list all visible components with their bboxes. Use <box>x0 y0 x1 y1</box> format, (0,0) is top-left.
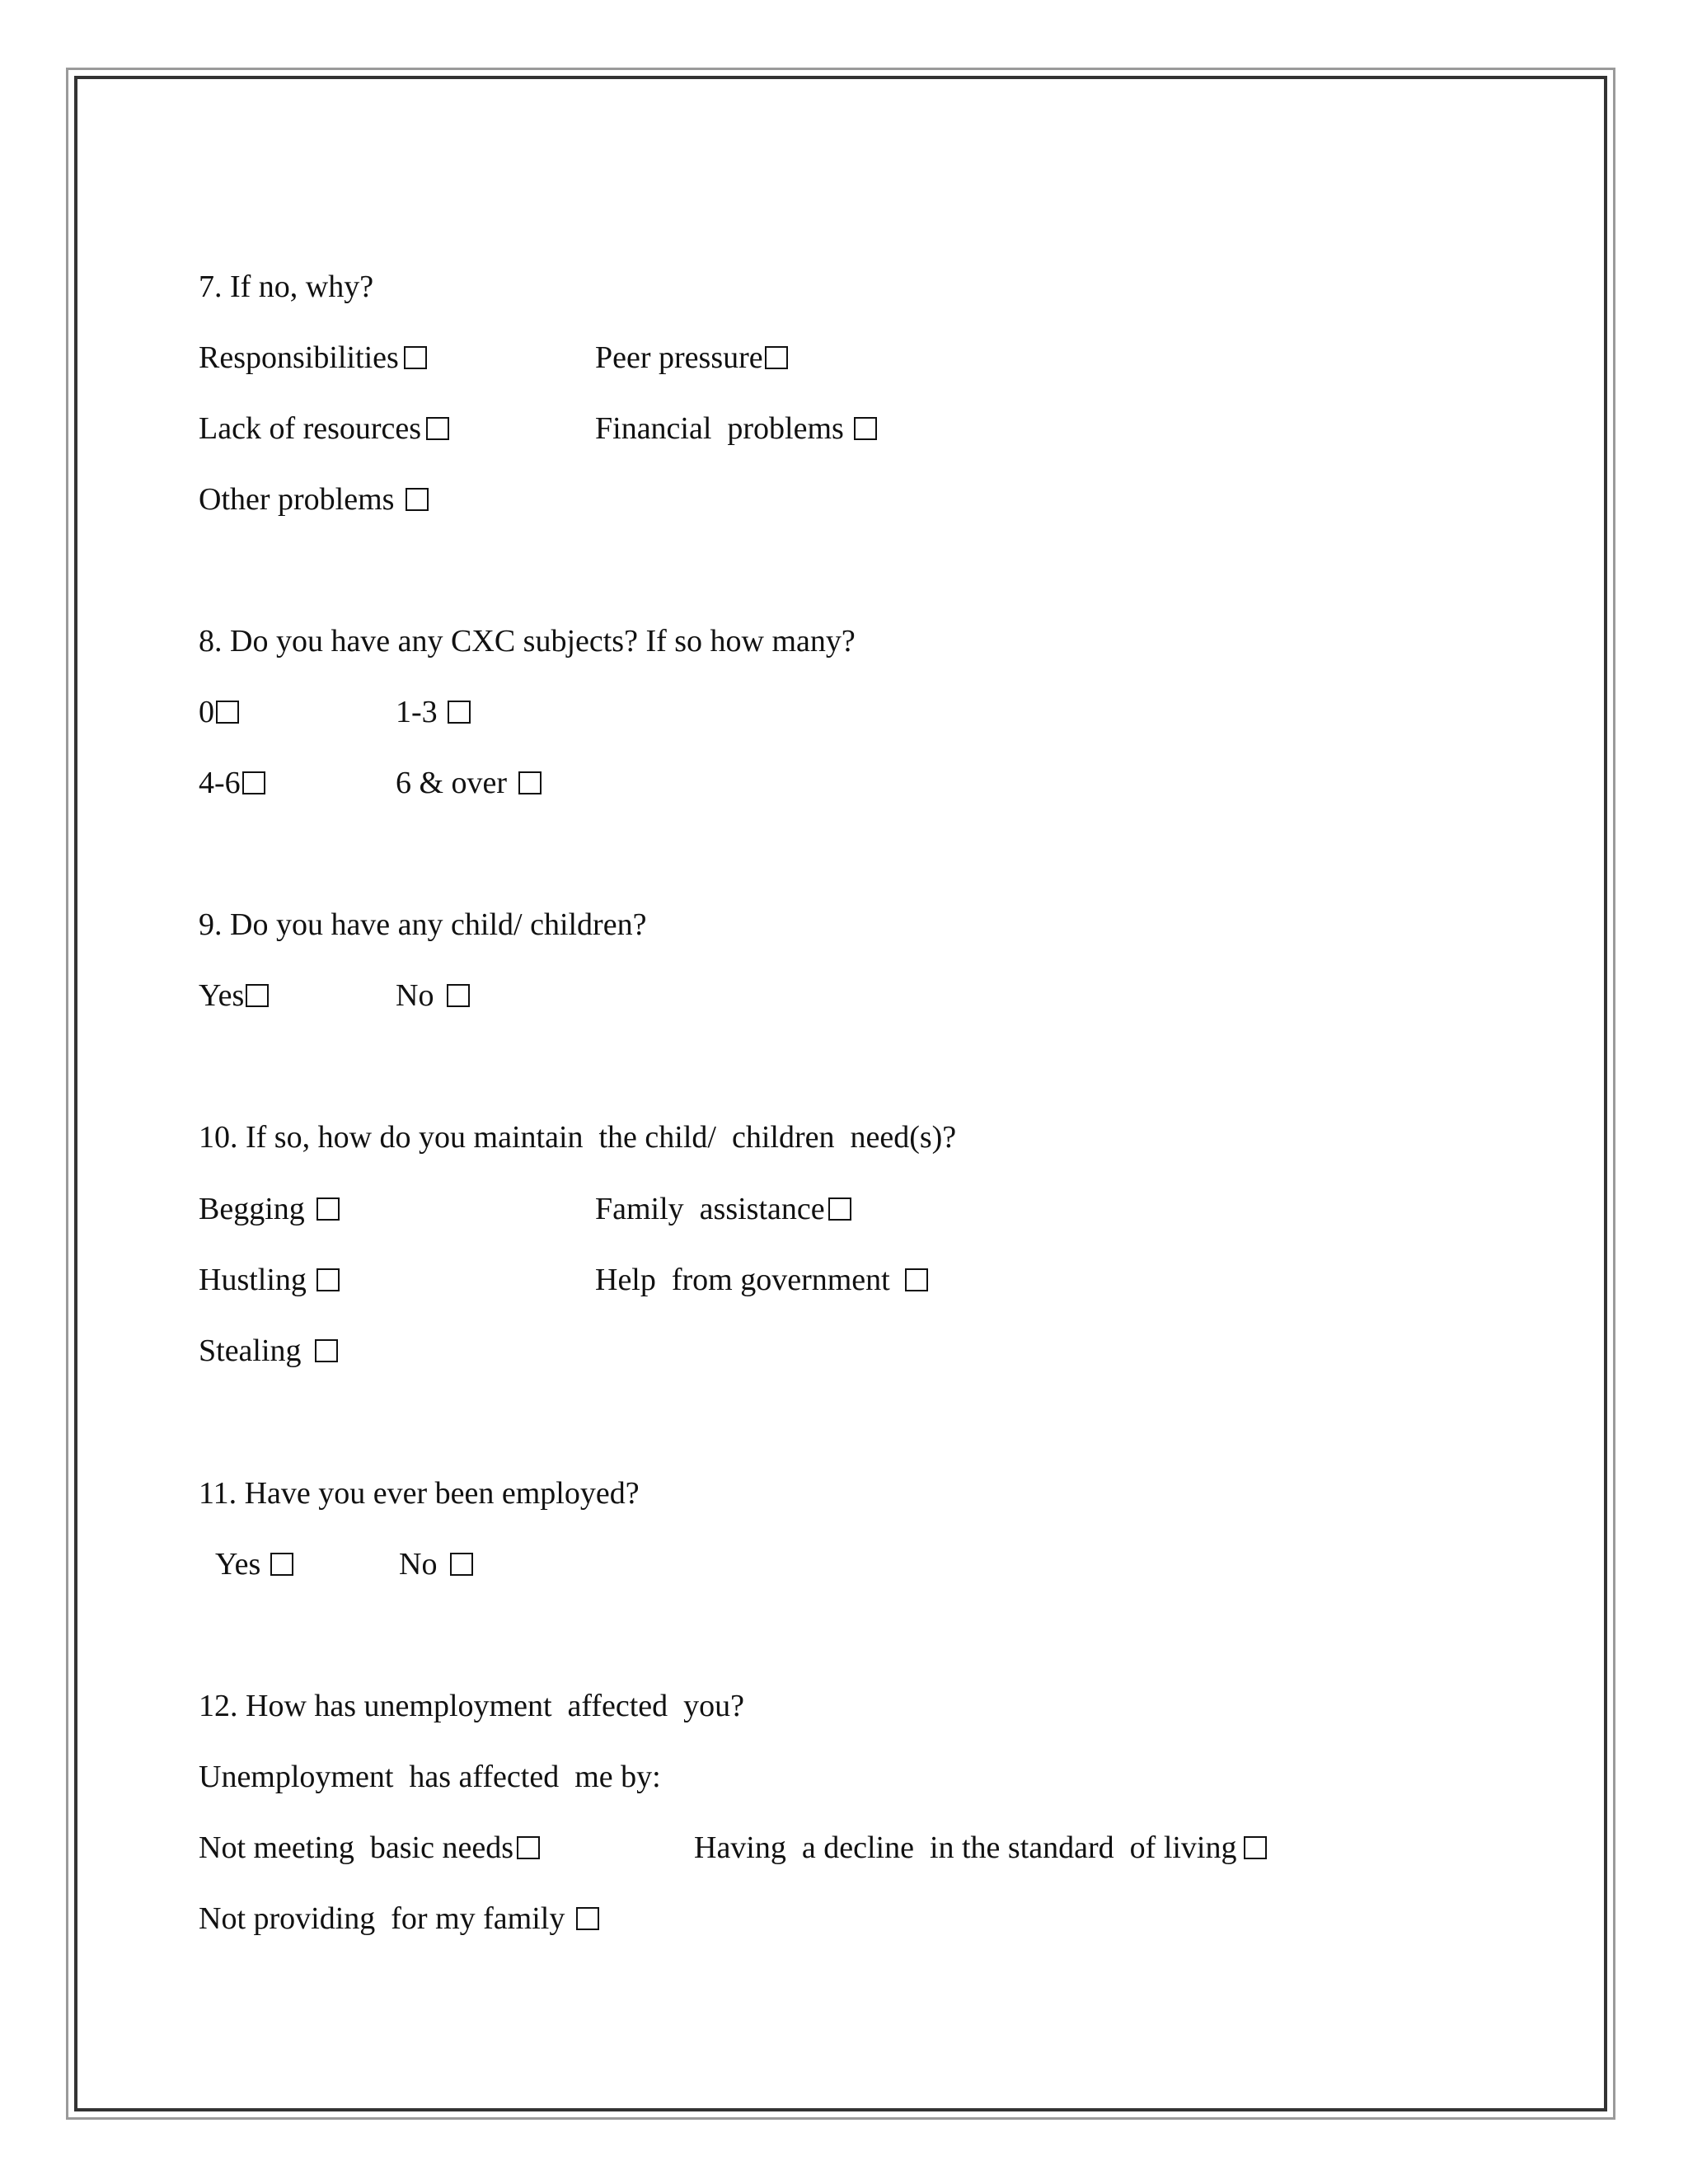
checkbox[interactable] <box>576 1907 599 1930</box>
option-help-from-government[interactable] <box>595 1260 928 1300</box>
option-begging[interactable] <box>199 1189 340 1229</box>
checkbox[interactable] <box>1244 1836 1267 1859</box>
checkbox[interactable] <box>316 1197 340 1221</box>
option-financial-problems[interactable] <box>595 409 877 448</box>
checkbox[interactable] <box>242 771 265 794</box>
question-11-row-1 <box>0 1544 1688 1584</box>
option-0[interactable] <box>199 692 239 732</box>
option-label: No <box>396 978 434 1013</box>
option-label: Other problems <box>199 482 395 517</box>
checkbox[interactable] <box>216 701 239 724</box>
option-label: Responsibilities <box>199 340 399 375</box>
option-responsibilities[interactable] <box>199 338 427 377</box>
question-9-text: 9. Do you have any child/ children? <box>199 907 647 942</box>
option-label: 6 & over <box>396 766 508 800</box>
question-8-text: 8. Do you have any CXC subjects? If so how many? <box>199 624 856 658</box>
option-label: Family assistance <box>595 1192 825 1226</box>
option-label: 1-3 <box>396 695 438 729</box>
option-no[interactable] <box>396 976 470 1015</box>
question-7-row-1 <box>0 338 1688 377</box>
option-label: Not meeting basic needs <box>199 1830 514 1865</box>
option-label: Yes <box>215 1547 261 1582</box>
option-not-providing-for-family[interactable] <box>199 1899 599 1938</box>
option-decline-in-standard-of-living[interactable] <box>694 1828 1267 1868</box>
option-not-meeting-basic-needs[interactable] <box>199 1828 540 1868</box>
option-4-6[interactable] <box>199 763 265 803</box>
checkbox[interactable] <box>854 417 877 440</box>
option-label: Stealing <box>199 1333 302 1368</box>
option-no[interactable] <box>399 1544 473 1584</box>
question-12-text: 12. How has unemployment affected you? <box>199 1689 745 1723</box>
checkbox[interactable] <box>315 1339 338 1362</box>
checkbox[interactable] <box>518 771 542 794</box>
question-10-row-3 <box>0 1331 1688 1371</box>
checkbox[interactable] <box>316 1268 340 1291</box>
option-label: Begging <box>199 1192 305 1226</box>
question-11-text: 11. Have you ever been employed? <box>199 1476 640 1511</box>
question-10-row-2 <box>0 1260 1688 1300</box>
option-label: Lack of resources <box>199 411 422 446</box>
option-label: Help from government <box>595 1263 890 1297</box>
question-8-row-1 <box>0 692 1688 732</box>
option-yes[interactable] <box>199 976 269 1015</box>
question-12-row-2 <box>0 1899 1688 1938</box>
question-12-subtext: Unemployment has affected me by: <box>199 1760 661 1794</box>
option-peer-pressure[interactable] <box>595 338 788 377</box>
checkbox[interactable] <box>905 1268 928 1291</box>
option-1-3[interactable] <box>396 692 471 732</box>
question-7-text: 7. If no, why? <box>199 269 374 304</box>
question-9-row-1 <box>0 976 1688 1015</box>
option-label: Yes <box>199 978 245 1013</box>
question-10-row-1 <box>0 1189 1688 1229</box>
option-label: Having a decline in the standard of living <box>694 1830 1237 1865</box>
question-8-row-2 <box>0 763 1688 803</box>
option-6-and-over[interactable] <box>396 763 542 803</box>
option-lack-of-resources[interactable] <box>199 409 449 448</box>
checkbox[interactable] <box>448 701 471 724</box>
option-yes[interactable] <box>215 1544 293 1584</box>
question-10-text: 10. If so, how do you maintain the child/ children need(s)? <box>199 1120 957 1155</box>
question-12-row-1 <box>0 1828 1688 1868</box>
option-label: No <box>399 1547 438 1582</box>
option-hustling[interactable] <box>199 1260 340 1300</box>
option-label: Peer pressure <box>595 340 763 375</box>
checkbox[interactable] <box>447 984 470 1007</box>
question-7-row-2 <box>0 409 1688 448</box>
option-label: Not providing for my family <box>199 1901 565 1936</box>
checkbox[interactable] <box>406 488 429 511</box>
option-other-problems[interactable] <box>199 480 429 519</box>
option-stealing[interactable] <box>199 1331 338 1371</box>
option-label: 0 <box>199 695 214 729</box>
checkbox[interactable] <box>517 1836 540 1859</box>
checkbox[interactable] <box>450 1553 473 1576</box>
question-7-row-3 <box>0 480 1688 519</box>
checkbox[interactable] <box>426 417 449 440</box>
checkbox[interactable] <box>270 1553 293 1576</box>
option-family-assistance[interactable] <box>595 1189 851 1229</box>
checkbox[interactable] <box>246 984 269 1007</box>
option-label: Financial problems <box>595 411 844 446</box>
option-label: 4-6 <box>199 766 241 800</box>
option-label: Hustling <box>199 1263 307 1297</box>
checkbox[interactable] <box>765 346 788 369</box>
checkbox[interactable] <box>828 1197 851 1221</box>
checkbox[interactable] <box>404 346 427 369</box>
